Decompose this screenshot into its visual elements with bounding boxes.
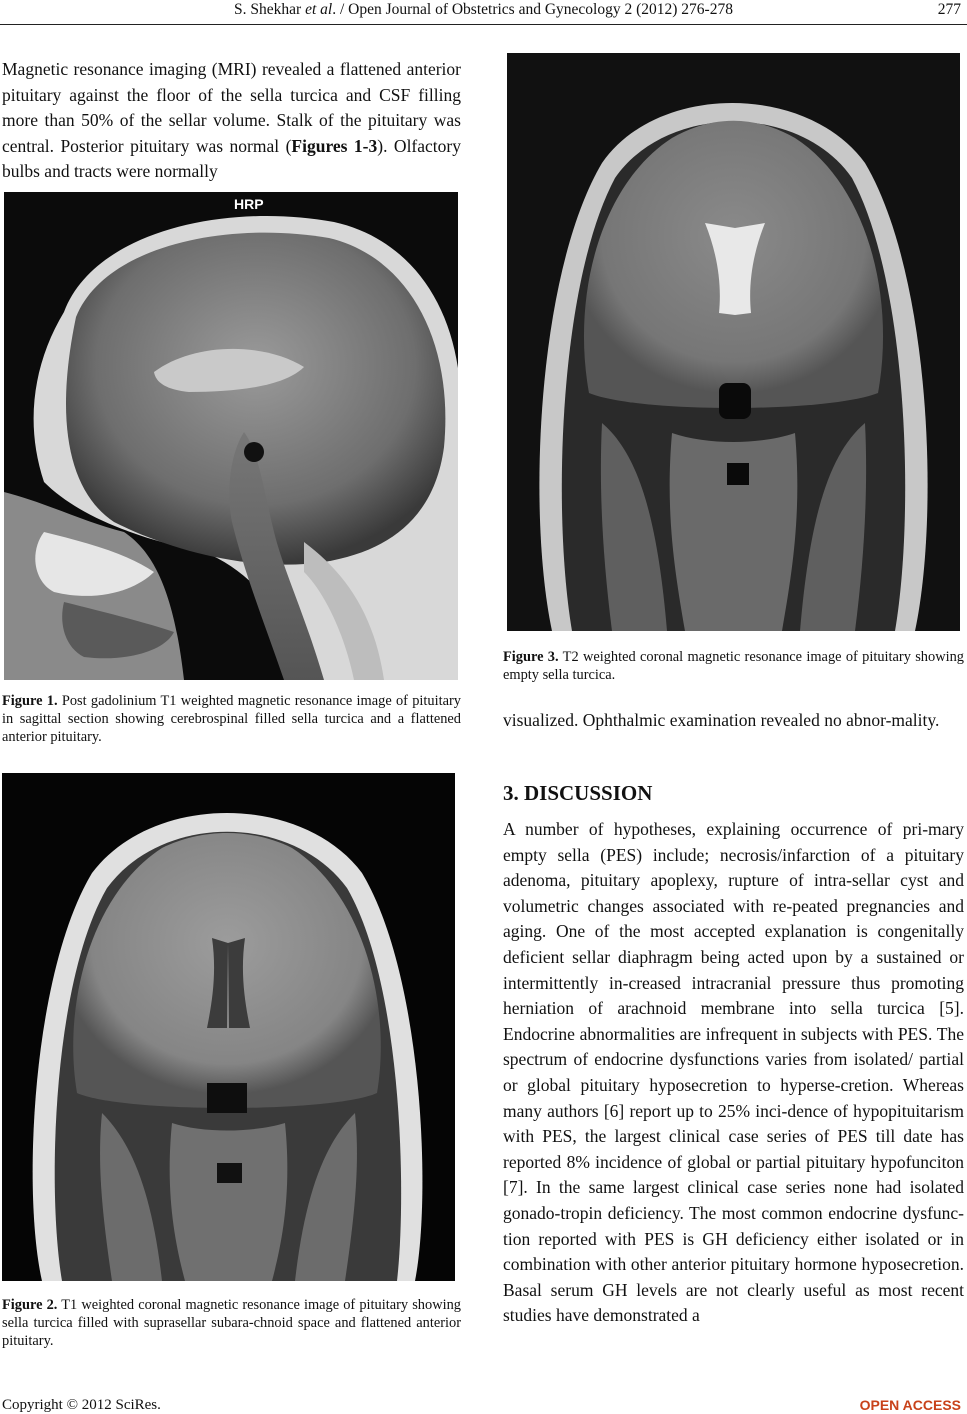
discussion-body (503, 817, 964, 1329)
results-paragraph: Magnetic resonance imaging (MRI) revealed a flattened anterior pituitary against the floor of the sella turcica and CSF filling more than 50% of the sellar volume. Stalk of the pituitary was central. Posterior pituitary was normal (Figures 1-3). Olfactory bulbs and tracts were normally (2, 59, 461, 182)
journal-citation: S. Shekhar et al. / Open Journal of Obstetrics and Gynecology 2 (2012) 276-278 (234, 1, 733, 18)
section-heading-discussion: 3. DISCUSSION (503, 781, 653, 805)
figure-2-image (2, 773, 455, 1281)
discussion-paragraph: A number of hypotheses, explaining occurrence of pri-mary empty sella (PES) include; necrosis/infarction of a pituitary adenoma, pituitary apoplexy, rupture of intra-sellar cyst and volumetric changes associated with re-peated pregnancies and aging. One of the most accepted explanation is congenitally deficient sellar diaphragm being acted upon by a sustained or intermittently in-creased intracranial pressure thus promoting herniation of arachnoid membrane into sella turcica [5]. Endocrine abnormalities are infrequent in subjects with PES. The spectrum of endocrine dysfunctions varies from isolated/ partial or global pituitary hyposecretion to hyperse-cretion. Whereas many authors [6] report up to 25% inci-dence of hypopituitarism with PES, the largest clinical case series of PES till date has reported 8% incidence of global or partial pituitary hypofunciton [7]. In the same largest clinical case series none had isolated gonado-tropin deficiency. The most common endocrine dysfunc-tion reported with PES is GH deficiency either isolated or in combination with other anterior pituitary hormone hyposecretion. Basal serum GH levels are not clearly useful as most recent studies have demonstrated a (503, 819, 964, 1326)
sagittal-mri-illustration (4, 192, 458, 680)
right-column-continued (503, 708, 964, 734)
hrp-overlay-label: HRP (234, 196, 264, 212)
header-divider (0, 24, 967, 25)
figure-2-caption: Figure 2. T1 weighted coronal magnetic resonance image of pituitary showing sella turcica filled with suprasellar subara-chnoid space and flattened anterior pituitary. (2, 1297, 461, 1349)
ophthalmic-paragraph: visualized. Ophthalmic examination revealed no abnor-mality. (503, 710, 940, 730)
figure-1-caption: Figure 1. Post gadolinium T1 weighted magnetic resonance image of pituitary in sagittal section showing cerebrospinal filled sella turcica and a flattened anterior pituitary. (2, 693, 461, 745)
left-column-text (2, 57, 461, 185)
figure-3-image (507, 53, 960, 631)
open-access-label: OPEN ACCESS (859, 1397, 961, 1413)
coronal-t1-mri-illustration (2, 773, 455, 1281)
copyright-notice: Copyright © 2012 SciRes. (2, 1397, 161, 1413)
figure-1-image (4, 192, 458, 680)
page-number: 277 (937, 1, 961, 18)
running-header (0, 0, 967, 26)
figure-3-caption: Figure 3. T2 weighted coronal magnetic resonance image of pituitary showing empty sella turcica. (503, 649, 964, 683)
coronal-t2-mri-illustration (507, 53, 960, 631)
page-footer (0, 1396, 967, 1414)
